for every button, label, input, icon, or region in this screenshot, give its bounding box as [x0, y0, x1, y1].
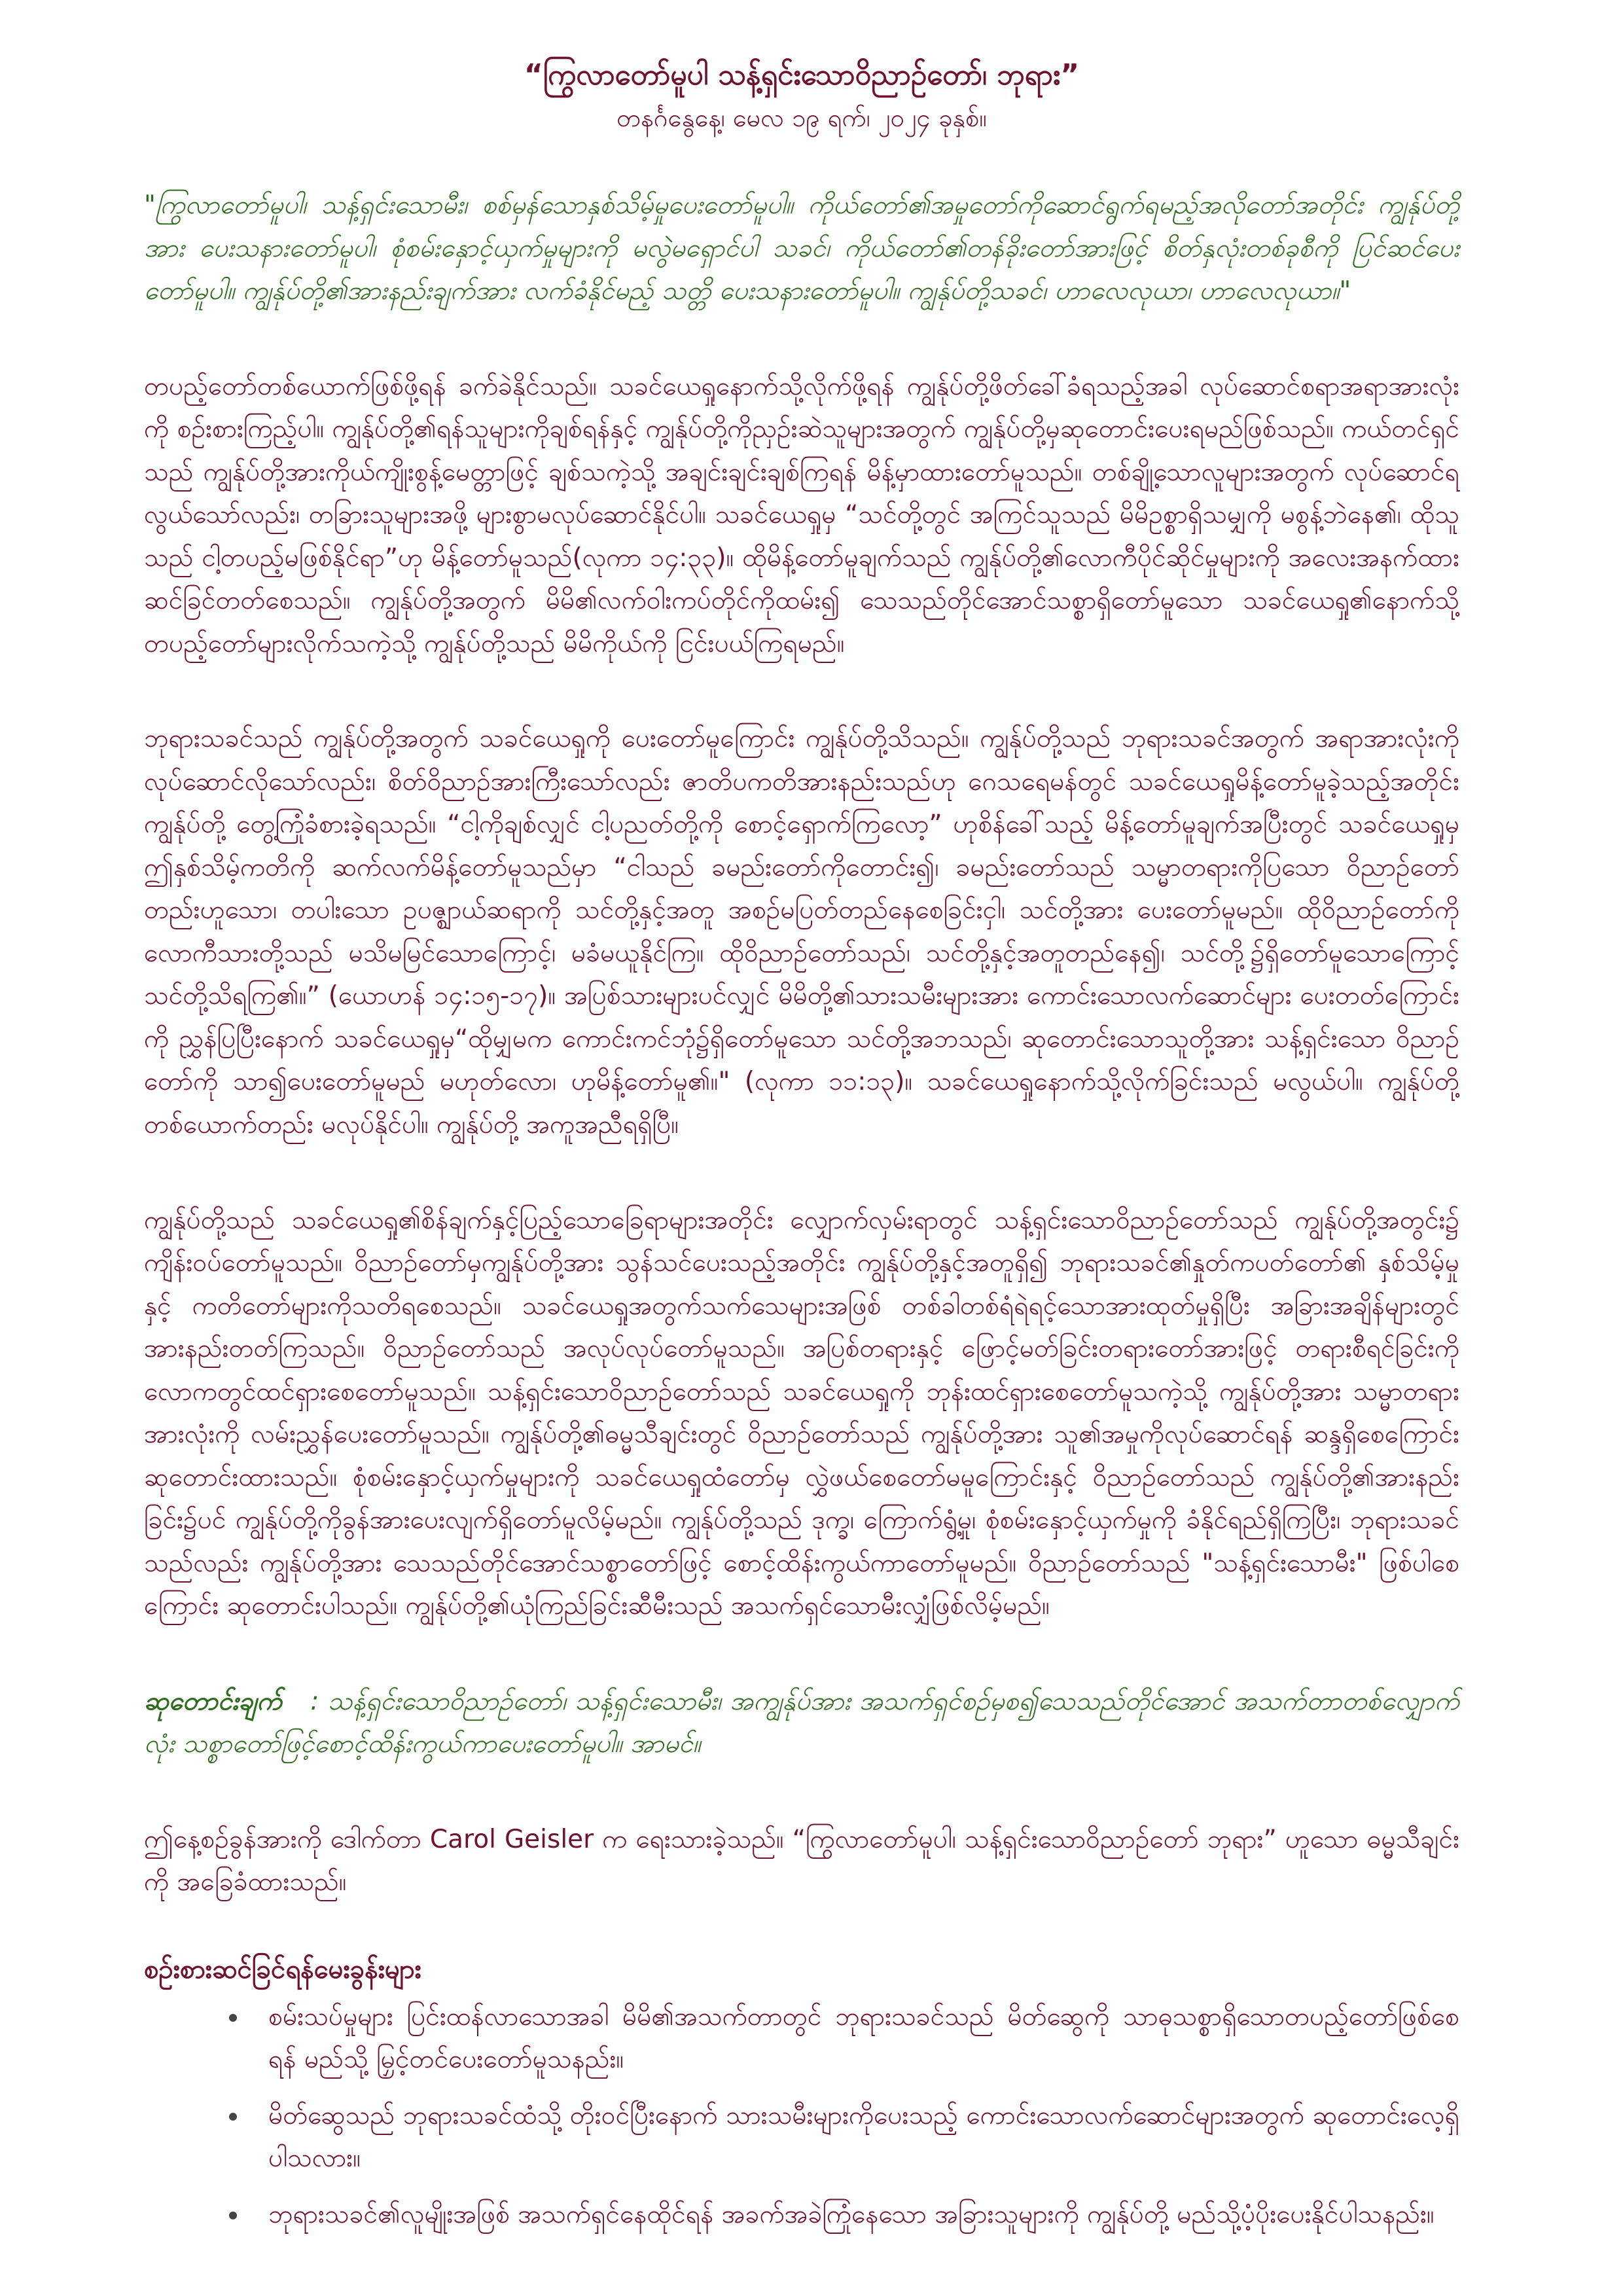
date-line: တနင်္ဂနွေနေ့၊ မေလ ၁၉ ရက်၊ ၂၀၂၄ ခုနှစ်။ — [616, 103, 987, 133]
prayer-label: ဆုတောင်းချက် — [144, 1686, 282, 1716]
questions-heading: စဉ်းစားဆင်ခြင်ရန်မေးခွန်းများ — [144, 1954, 421, 1984]
questions-list — [144, 1996, 1459, 2236]
question-item-1: • စမ်းသပ်မှုများ ပြင်းထန်လာသောအခါ မိမိ၏အသက်တာတွင် ဘုရားသခင်သည် မိတ်ဆွေကို သာဓုသစ္စာရှိသောတပည့်တော်ဖြစ်စေရန် မည်သို့ မြှင့်တင်ပေးတော်မူသနည်း။ — [249, 1996, 1459, 2081]
prayer-text: : သန့်ရှင်းသောဝိညာဉ်တော်၊ သန့်ရှင်းသောမီး၊ အကျွန်ုပ်အား အသက်ရှင်စဉ်မှစ၍သေသည်တိုင်အောင် အသက်တာတစ်လျှောက်လုံး သစ္စာတော်ဖြင့်စောင့်ထိန်းကွယ်ကာပေးတော်မူပါ။ အာမင်။ — [144, 1686, 1459, 1759]
reflection-questions — [144, 1950, 1459, 2236]
question-item-2: • မိတ်ဆွေသည် ဘုရားသခင်ထံသို့ တိုးဝင်ပြီးနောက် သားသမီးများကိုပေးသည့် ကောင်းသောလက်ဆောင်များအတွက် ဆုတောင်းလေ့ရှိပါသလား။ — [249, 2094, 1459, 2180]
opening-hymn-quote: "ကြွလာတော်မူပါ၊ သန့်ရှင်းသောမီး၊ စစ်မှန်သောနှစ်သိမ့်မှုပေးတော်မူပါ။ ကိုယ်တော်၏အမှုတော်ကိုဆောင်ရွက်ရမည့်အလိုတော်အတိုင်း ကျွန်ုပ်တို့အား ပေးသနားတော်မူပါ၊ စုံစမ်းနှောင့်ယှက်မှုများကို မလွဲမရှောင်ပါ သခင်၊ ကိုယ်တော်၏တန်ခိုးတော်အားဖြင့် စိတ်နှလုံးတစ်ခုစီကို ပြင်ဆင်ပေးတော်မူပါ။ ကျွန်ုပ်တို့၏အားနည်းချက်အား လက်ခံနိုင်မည့် သတ္တိ ပေးသနားတော်မူပါ။ ကျွန်ုပ်တို့သခင်၊ ဟာလေလုယာ၊ ဟာလေလုယာ။" — [144, 190, 1459, 306]
prayer-block — [144, 1680, 1459, 1766]
body-paragraph-1: တပည့်တော်တစ်ယောက်ဖြစ်ဖို့ရန် ခက်ခဲနိုင်သည်။ သခင်ယေရှုနောက်သို့လိုက်ဖို့ရန် ကျွန်ုပ်တို့ဖိတ်ခေါ်ခံရသည့်အခါ လုပ်ဆောင်စရာအရာအားလုံးကို စဉ်းစားကြည့်ပါ။ ကျွန်ုပ်တို့၏ရန်သူများကိုချစ်ရန်နှင့် ကျွန်ုပ်တို့ကိုညှဉ်းဆဲသူများအတွက် ကျွန်ုပ်တို့မှဆုတောင်းပေးရမည်ဖြစ်သည်။ ကယ်တင်ရှင်သည် ကျွန်ုပ်တို့အားကိုယ်ကျိုးစွန့်မေတ္တာဖြင့် ချစ်သကဲ့သို့ အချင်းချင်းချစ်ကြရန် မိန့်မှာထားတော်မူသည်။ တစ်ချို့သောလူများအတွက် လုပ်ဆောင်ရလွယ်သော်လည်း၊ တခြားသူများအဖို့ များစွာမလုပ်ဆောင်နိုင်ပါ။ သခင်ယေရှုမှ “သင်တို့တွင် အကြင်သူသည် မိမိဥစ္စာရှိသမျှကို မစွန့်ဘဲနေ၏၊ ထိုသူသည် ငါ့တပည့်မဖြစ်နိုင်ရာ”ဟု မိန့်တော်မူသည်(လုကာ ၁၄:၃၃)။ ထိုမိန့်တော်မူချက်သည် ကျွန်ုပ်တို့၏လောကီပိုင်ဆိုင်မှုများကို အလေးအနက်ထား ဆင်ခြင်တတ်စေသည်။ ကျွန်ုပ်တို့အတွက် မိမိ၏လက်ဝါးကပ်တိုင်ကိုထမ်း၍ သေသည်တိုင်အောင်သစ္စာရှိတော်မူသော သခင်ယေရှု၏နောက်သို့ တပည့်တော်များလိုက်သကဲ့သို့ ကျွန်ုပ်တို့သည် မိမိကိုယ်ကို ငြင်းပယ်ကြရမည်။ — [144, 371, 1459, 658]
question-item-3: • ဘုရားသခင်၏လူမျိုးအဖြစ် အသက်ရှင်နေထိုင်ရန် အခက်အခဲကြုံနေသော အခြားသူများကို ကျွန်ုပ်တို့ မည်သို့ပံ့ပိုးပေးနိုင်ပါသနည်း။ — [249, 2193, 1459, 2236]
author-credit: ဤနေ့စဉ်ခွန်အားကို ဒေါက်တာ Carol Geisler က ရေးသားခဲ့သည်။ “ကြွလာတော်မူပါ၊ သန့်ရှင်းသောဝိညာဉ်တော် ဘုရား” ဟူသော ဓမ္မသီချင်းကို အခြေခံထားသည်။ — [144, 1824, 1459, 1897]
page-title: “ကြွလာတော်မူပါ သန့်ရှင်းသောဝိညာဉ်တော်၊ ဘုရား” — [524, 58, 1080, 92]
devotional-page — [144, 52, 1459, 2249]
body-paragraph-3: ကျွန်ုပ်တို့သည် သခင်ယေရှု၏စိန်ချက်နှင့်ပြည့်သောခြေရာများအတိုင်း လျှောက်လှမ်းရာတွင် သန့်ရှင်းသောဝိညာဉ်တော်သည် ကျွန်ုပ်တို့အတွင်း၌ ကျိန်းဝပ်တော်မူသည်။ ဝိညာဉ်တော်မှကျွန်ုပ်တို့အား သွန်သင်ပေးသည့်အတိုင်း ကျွန်ုပ်တို့နှင့်အတူရှိ၍ ဘုရားသခင်၏နှုတ်ကပတ်တော်၏ နှစ်သိမ့်မှုနှင့် ကတိတော်များကိုသတိရစေသည်။ သခင်ယေရှုအတွက်သက်သေများအဖြစ် တစ်ခါတစ်ရံရဲရင့်သောအားထုတ်မှုရှိပြီး အခြားအချိန်များတွင် အားနည်းတတ်ကြသည်။ ဝိညာဉ်တော်သည် အလုပ်လုပ်တော်မူသည်။ အပြစ်တရားနှင့် ဖြောင့်မတ်ခြင်းတရားတော်အားဖြင့် တရားစီရင်ခြင်းကို လောကတွင်ထင်ရှားစေတော်မူသည်။ သန့်ရှင်းသောဝိညာဉ်တော်သည် သခင်ယေရှုကို ဘုန်းထင်ရှားစေတော်မူသကဲ့သို့ ကျွန်ုပ်တို့အား သမ္မာတရားအားလုံးကို လမ်းညွှန်ပေးတော်မူသည်။ ကျွန်ုပ်တို့၏ဓမ္မသီချင်းတွင် ဝိညာဉ်တော်သည် ကျွန်ုပ်တို့အား သူ၏အမှုကိုလုပ်ဆောင်ရန် ဆန္ဒရှိစေကြောင်း ဆုတောင်းထားသည်။ စုံစမ်းနှောင့်ယှက်မှုများကို သခင်ယေရှုထံတော်မှ လွှဲဖယ်စေတော်မမူကြောင်းနှင့် ဝိညာဉ်တော်သည် ကျွန်ုပ်တို့၏အားနည်းခြင်း၌ပင် ကျွန်ုပ်တို့ကိုခွန်အားပေးလျက်ရှိတော်မူလိမ့်မည်။ ကျွန်ုပ်တို့သည် ဒုက္ခ၊ ကြောက်ရွံ့မှု၊ စုံစမ်းနှောင့်ယှက်မှုကို ခံနိုင်ရည်ရှိကြပြီး၊ ဘုရားသခင်သည်လည်း ကျွန်ုပ်တို့အား သေသည်တိုင်အောင်သစ္စာတော်ဖြင့် စောင့်ထိန်းကွယ်ကာတော်မူမည်။ ဝိညာဉ်တော်သည် "သန့်ရှင်းသောမီး" ဖြစ်ပါစေကြောင်း ဆုတောင်းပါသည်။ ကျွန်ုပ်တို့၏ယုံကြည်ခြင်းဆီမီးသည် အသက်ရှင်သောမီးလျှံဖြစ်လိမ့်မည်။ — [144, 1205, 1459, 1621]
body-paragraph-2: ဘုရားသခင်သည် ကျွန်ုပ်တို့အတွက် သခင်ယေရှုကို ပေးတော်မူကြောင်း ကျွန်ုပ်တို့သိသည်။ ကျွန်ုပ်တို့သည် ဘုရားသခင်အတွက် အရာအားလုံးကို လုပ်ဆောင်လိုသော်လည်း၊ စိတ်ဝိညာဉ်အားကြီးသော်လည်း ဇာတိပကတိအားနည်းသည်ဟု ဂေသရေမန်တွင် သခင်ယေရှုမိန့်တော်မူခဲ့သည့်အတိုင်း ကျွန်ုပ်တို့ တွေ့ကြုံခံစားခဲ့ရသည်။ “ငါ့ကိုချစ်လျှင် ငါ့ပညတ်တို့ကို စောင့်ရှောက်ကြလော့” ဟုစိန်ခေါ်သည့် မိန့်တော်မူချက်အပြီးတွင် သခင်ယေရှုမှ ဤနှစ်သိမ့်ကတိကို ဆက်လက်မိန့်တော်မူသည်မှာ “ငါသည် ခမည်းတော်ကိုတောင်း၍၊ ခမည်းတော်သည် သမ္မာတရားကိုပြသော ဝိညာဉ်တော် တည်းဟူသော၊ တပါးသော ဥပဇ္ဈာယ်ဆရာကို သင်တို့နှင့်အတူ အစဉ်မပြတ်တည်နေစေခြင်းငှါ၊ သင်တို့အား ပေးတော်မူမည်။ ထိုဝိညာဉ်တော်ကို လောကီသားတို့သည် မသိမမြင်သောကြောင့်၊ မခံမယူနိုင်ကြ။ ထိုဝိညာဉ်တော်သည်၊ သင်တို့နှင့်အတူတည်နေ၍၊ သင်တို့၌ရှိတော်မူသောကြောင့် သင်တို့သိရကြ၏။” (ယောဟန် ၁၄:၁၅-၁၇)။ အပြစ်သားများပင်လျှင် မိမိတို့၏သားသမီးများအား ကောင်းသောလက်ဆောင်များ ပေးတတ်ကြောင်းကို ညွှန်ပြပြီးနောက် သခင်ယေရှုမှ“ထိုမျှမက ကောင်းကင်ဘုံ၌ရှိတော်မူသော သင်တို့အဘသည်၊ ဆုတောင်းသောသူတို့အား သန့်ရှင်းသော ဝိညာဉ်တော်ကို သာ၍ပေးတော်မူမည် မဟုတ်လော၊ ဟုမိန့်တော်မူ၏။" (လုကာ ၁၁:၁၃)။ သခင်ယေရှုနောက်သို့လိုက်ခြင်းသည် မလွယ်ပါ။ ကျွန်ုပ်တို့ တစ်ယောက်တည်း မလုပ်နိုင်ပါ။ ကျွန်ုပ်တို့ အကူအညီရရှိပြီ။ — [144, 724, 1459, 1139]
